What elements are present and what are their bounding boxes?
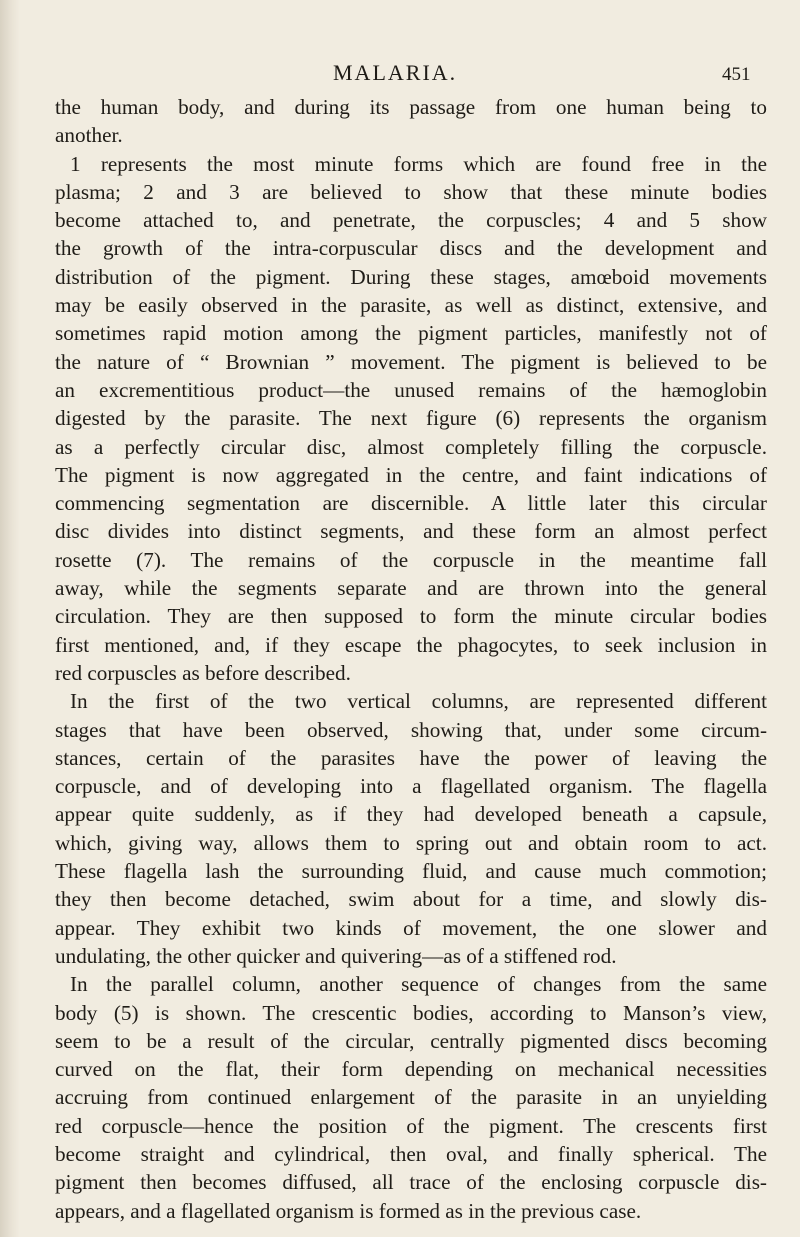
text-line: disc divides into distinct segments, and these form an almost perfect (55, 519, 767, 544)
text-line: which, giving way, allows them to spring out and obtain room to act. (55, 830, 767, 855)
text-line: plasma; 2 and 3 are believed to show that these minute bodies (55, 179, 767, 204)
text-line: away, while the segments separate and are thrown into the general (55, 576, 767, 601)
text-line: the growth of the intra-corpuscular discs and the development and (55, 236, 767, 261)
text-line: circulation. They are then supposed to form the minute circular bodies (55, 604, 767, 629)
text-line: stages that have been observed, showing that, under some circum- (55, 717, 767, 742)
text-line: pigment then becomes diffused, all trace of the enclosing corpuscle dis- (55, 1170, 767, 1195)
text-line: may be easily observed in the parasite, as well as distinct, extensive, and (55, 293, 767, 318)
text-line: an excrementitious product—the unused remains of the hæmoglobin (55, 377, 767, 402)
text-line: appear quite suddenly, as if they had developed beneath a capsule, (55, 802, 767, 827)
text-line: body (5) is shown. The crescentic bodies, according to Manson’s view, (55, 1000, 767, 1025)
text-line: 1 represents the most minute forms which are found free in the (70, 151, 767, 176)
text-line: the nature of “ Brownian ” movement. The pigment is believed to be (55, 349, 767, 374)
text-line: red corpuscle—hence the position of the pigment. The crescents first (55, 1113, 767, 1138)
text-line: become straight and cylindrical, then oval, and finally spherical. The (55, 1141, 767, 1166)
text-line: corpuscle, and of developing into a flagellated organism. The flagella (55, 774, 767, 799)
page-header (0, 50, 800, 90)
text-line: sometimes rapid motion among the pigment particles, manifestly not of (55, 321, 767, 346)
page-gutter-shadow (0, 0, 20, 1237)
body-text (55, 93, 767, 1225)
text-line: they then become detached, swim about for a time, and slowly dis- (55, 887, 767, 912)
text-line: In the parallel column, another sequence of changes from the same (70, 972, 767, 997)
text-line: curved on the flat, their form depending on mechanical necessities (55, 1057, 767, 1082)
text-line: red corpuscles as before described. (55, 660, 351, 685)
text-line: These flagella lash the surrounding fluid, and cause much commotion; (55, 859, 767, 884)
text-line: first mentioned, and, if they escape the phagocytes, to seek inclusion in (55, 632, 767, 657)
running-head: MALARIA. (333, 60, 458, 85)
text-line: commencing segmentation are discernible. A little later this circular (55, 491, 767, 516)
text-line: become attached to, and penetrate, the corpuscles; 4 and 5 show (55, 208, 767, 233)
text-line: appears, and a flagellated organism is formed as in the previous case. (55, 1198, 642, 1223)
text-line: undulating, the other quicker and quivering—as of a stiffened rod. (55, 943, 617, 968)
text-line: another. (55, 123, 123, 148)
text-line: stances, certain of the parasites have the power of leaving the (55, 745, 767, 770)
text-line: the human body, and during its passage from one human being to (55, 95, 767, 119)
text-line: In the first of the two vertical columns, are represented different (70, 689, 767, 714)
text-line: digested by the parasite. The next figure (6) represents the organism (55, 406, 767, 431)
text-line: seem to be a result of the circular, centrally pigmented discs becoming (55, 1028, 767, 1053)
text-line: The pigment is now aggregated in the centre, and faint indications of (55, 462, 767, 487)
text-line: accruing from continued enlargement of the parasite in an unyielding (55, 1085, 767, 1110)
text-line: distribution of the pigment. During these stages, amœboid movements (55, 264, 767, 289)
text-line: rosette (7). The remains of the corpuscle in the meantime fall (55, 547, 767, 572)
text-line: appear. They exhibit two kinds of movement, the one slower and (55, 915, 767, 940)
page-number: 451 (722, 64, 751, 85)
text-line: as a perfectly circular disc, almost completely filling the corpuscle. (55, 434, 767, 459)
